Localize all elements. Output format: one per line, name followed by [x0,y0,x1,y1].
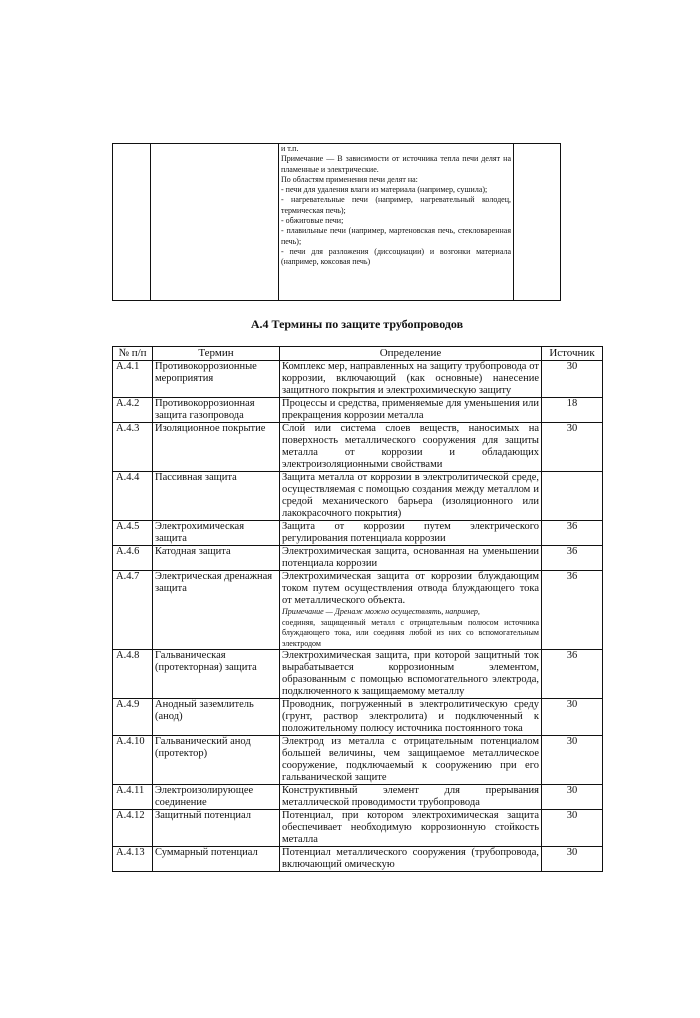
row-term: Изоляционное покрытие [153,423,280,472]
row-source: 30 [542,699,603,736]
row-definition: Электрохимическая защита, основанная на уменьшении потенциала коррозии [280,546,542,571]
table-row [113,736,603,785]
row-num: А.4.2 [113,398,153,423]
table-row [113,521,603,546]
row-num: А.4.10 [113,736,153,785]
row-term: Электрохимическая защита [153,521,280,546]
row-num: А.4.11 [113,785,153,810]
row-term: Электроизолирующее соединение [153,785,280,810]
row-num: А.4.4 [113,472,153,521]
continuation-term-cell [151,144,279,301]
row-source: 30 [542,423,603,472]
table-row [113,361,603,398]
table-row [113,650,603,699]
continuation-row [113,144,561,301]
continuation-source-cell [514,144,561,301]
row-definition-with-note [280,571,542,650]
row-source: 18 [542,398,603,423]
row-definition: Процессы и средства, применяемые для уменьшения или прекращения коррозии металла [280,398,542,423]
row-source: 30 [542,736,603,785]
continuation-definition-cell [279,144,514,301]
row-num: А.4.13 [113,847,153,872]
row-num: А.4.6 [113,546,153,571]
row-source: 30 [542,361,603,398]
row-definition: Защита металла от коррозии в электролитической среде, осуществляемая с помощью создания между металлом и средой механического барьера (изоляционного или лакокрасочного покрытия) [280,472,542,521]
row-note-label: Примечание — Дренаж можно осуществлять, например, [282,607,480,616]
row-source: 30 [542,847,603,872]
row-num: А.4.3 [113,423,153,472]
row-definition: Защита от коррозии путем электрического регулирования потенциала коррозии [280,521,542,546]
continuation-line: - печи для удаления влаги из материала (например, сушила); [281,185,488,195]
table-row [113,571,603,650]
row-term: Электрическая дренажная защита [153,571,280,650]
row-term: Противокоррозионная защита газопровода [153,398,280,423]
header-term: Термин [153,347,280,361]
section-heading: А.4 Термины по защите трубопроводов [250,317,464,331]
continuation-line: - плавильные печи (например, мартеновская печь, стекловаренная печь); [281,226,511,246]
row-num: А.4.1 [113,361,153,398]
table-row [113,423,603,472]
continuation-line: Примечание — В зависимости от источника тепла печи делят на пламенные и электрические. [281,154,511,174]
row-term: Защитный потенциал [153,810,280,847]
table-row [113,472,603,521]
row-term: Пассивная защита [153,472,280,521]
table-row [113,546,603,571]
row-definition: Комплекс мер, направленных на защиту трубопровода от коррозии, включающий (как основные) нанесение защитного покрытия и электрохимическую защиту [280,361,542,398]
table-row [113,398,603,423]
row-note-text: соединяя, защищенный металл с отрицательным полюсом источника блуждающего тока, или соединяя любой из них со вспомогательным электродом [282,617,539,648]
row-num: А.4.5 [113,521,153,546]
table-header-row [113,347,603,361]
row-term: Гальваническая (протекторная) защита [153,650,280,699]
terms-table [112,346,603,872]
continuation-line: и т.п. [281,144,299,153]
row-definition: Проводник, погруженный в электролитическую среду (грунт, раствор электролита) и подключенный к положительному полюсу источника постоянного тока [280,699,542,736]
row-definition: Электрохимическая защита, при которой защитный ток вырабатывается коррозионным элементом, образованным с помощью вспомогательного электрода, подключенного к защищаемому металлу [280,650,542,699]
table-row [113,810,603,847]
row-source: 36 [542,521,603,546]
continuation-num-cell [113,144,151,301]
row-definition: Электрод из металла с отрицательным потенциалом большей величины, чем защищаемое металлическое сооружение, подключаемый к сооружению при его гальванической защите [280,736,542,785]
row-num: А.4.8 [113,650,153,699]
table-row [113,699,603,736]
row-definition: Конструктивный элемент для прерывания металлической проводимости трубопровода [280,785,542,810]
row-term: Анодный заземлитель (анод) [153,699,280,736]
row-term: Катодная защита [153,546,280,571]
continuation-line: По областям применения печи делят на: [281,174,418,184]
row-source: 30 [542,785,603,810]
row-num: А.4.9 [113,699,153,736]
row-source [542,472,603,521]
header-num: № п/п [113,347,153,361]
continuation-line: - нагревательные печи (например, нагревательный колодец, термическая печь); [281,195,511,215]
row-term: Суммарный потенциал [153,847,280,872]
row-source: 36 [542,546,603,571]
row-source: 30 [542,810,603,847]
row-definition: Потенциал, при котором электрохимическая защита обеспечивает необходимую коррозионную стойкость металла [280,810,542,847]
row-term: Противокоррозионные мероприятия [153,361,280,398]
table-row [113,847,603,872]
row-source: 36 [542,650,603,699]
row-num: А.4.7 [113,571,153,650]
header-source: Источник [542,347,603,361]
row-source: 36 [542,571,603,650]
row-definition: Слой или система слоев веществ, наносимых на поверхность металлического сооружения для защиты металла от коррозии и обладающих электроизоляционными свойствами [280,423,542,472]
continuation-table [112,143,561,301]
continuation-line: - обжиговые печи; [281,216,344,226]
continuation-line: - печи для разложения (диссоциации) и возгонки материала (например, коксовая печь) [281,246,511,267]
row-num: А.4.12 [113,810,153,847]
header-definition: Определение [280,347,542,361]
table-row [113,785,603,810]
row-definition: Потенциал металлического сооружения (трубопровода, включающий омическую [280,847,542,872]
row-definition: Электрохимическая защита от коррозии блуждающим током путем осуществления отвода блуждающего тока от металлического объекта. [282,571,539,606]
row-term: Гальванический анод (протектор) [153,736,280,785]
